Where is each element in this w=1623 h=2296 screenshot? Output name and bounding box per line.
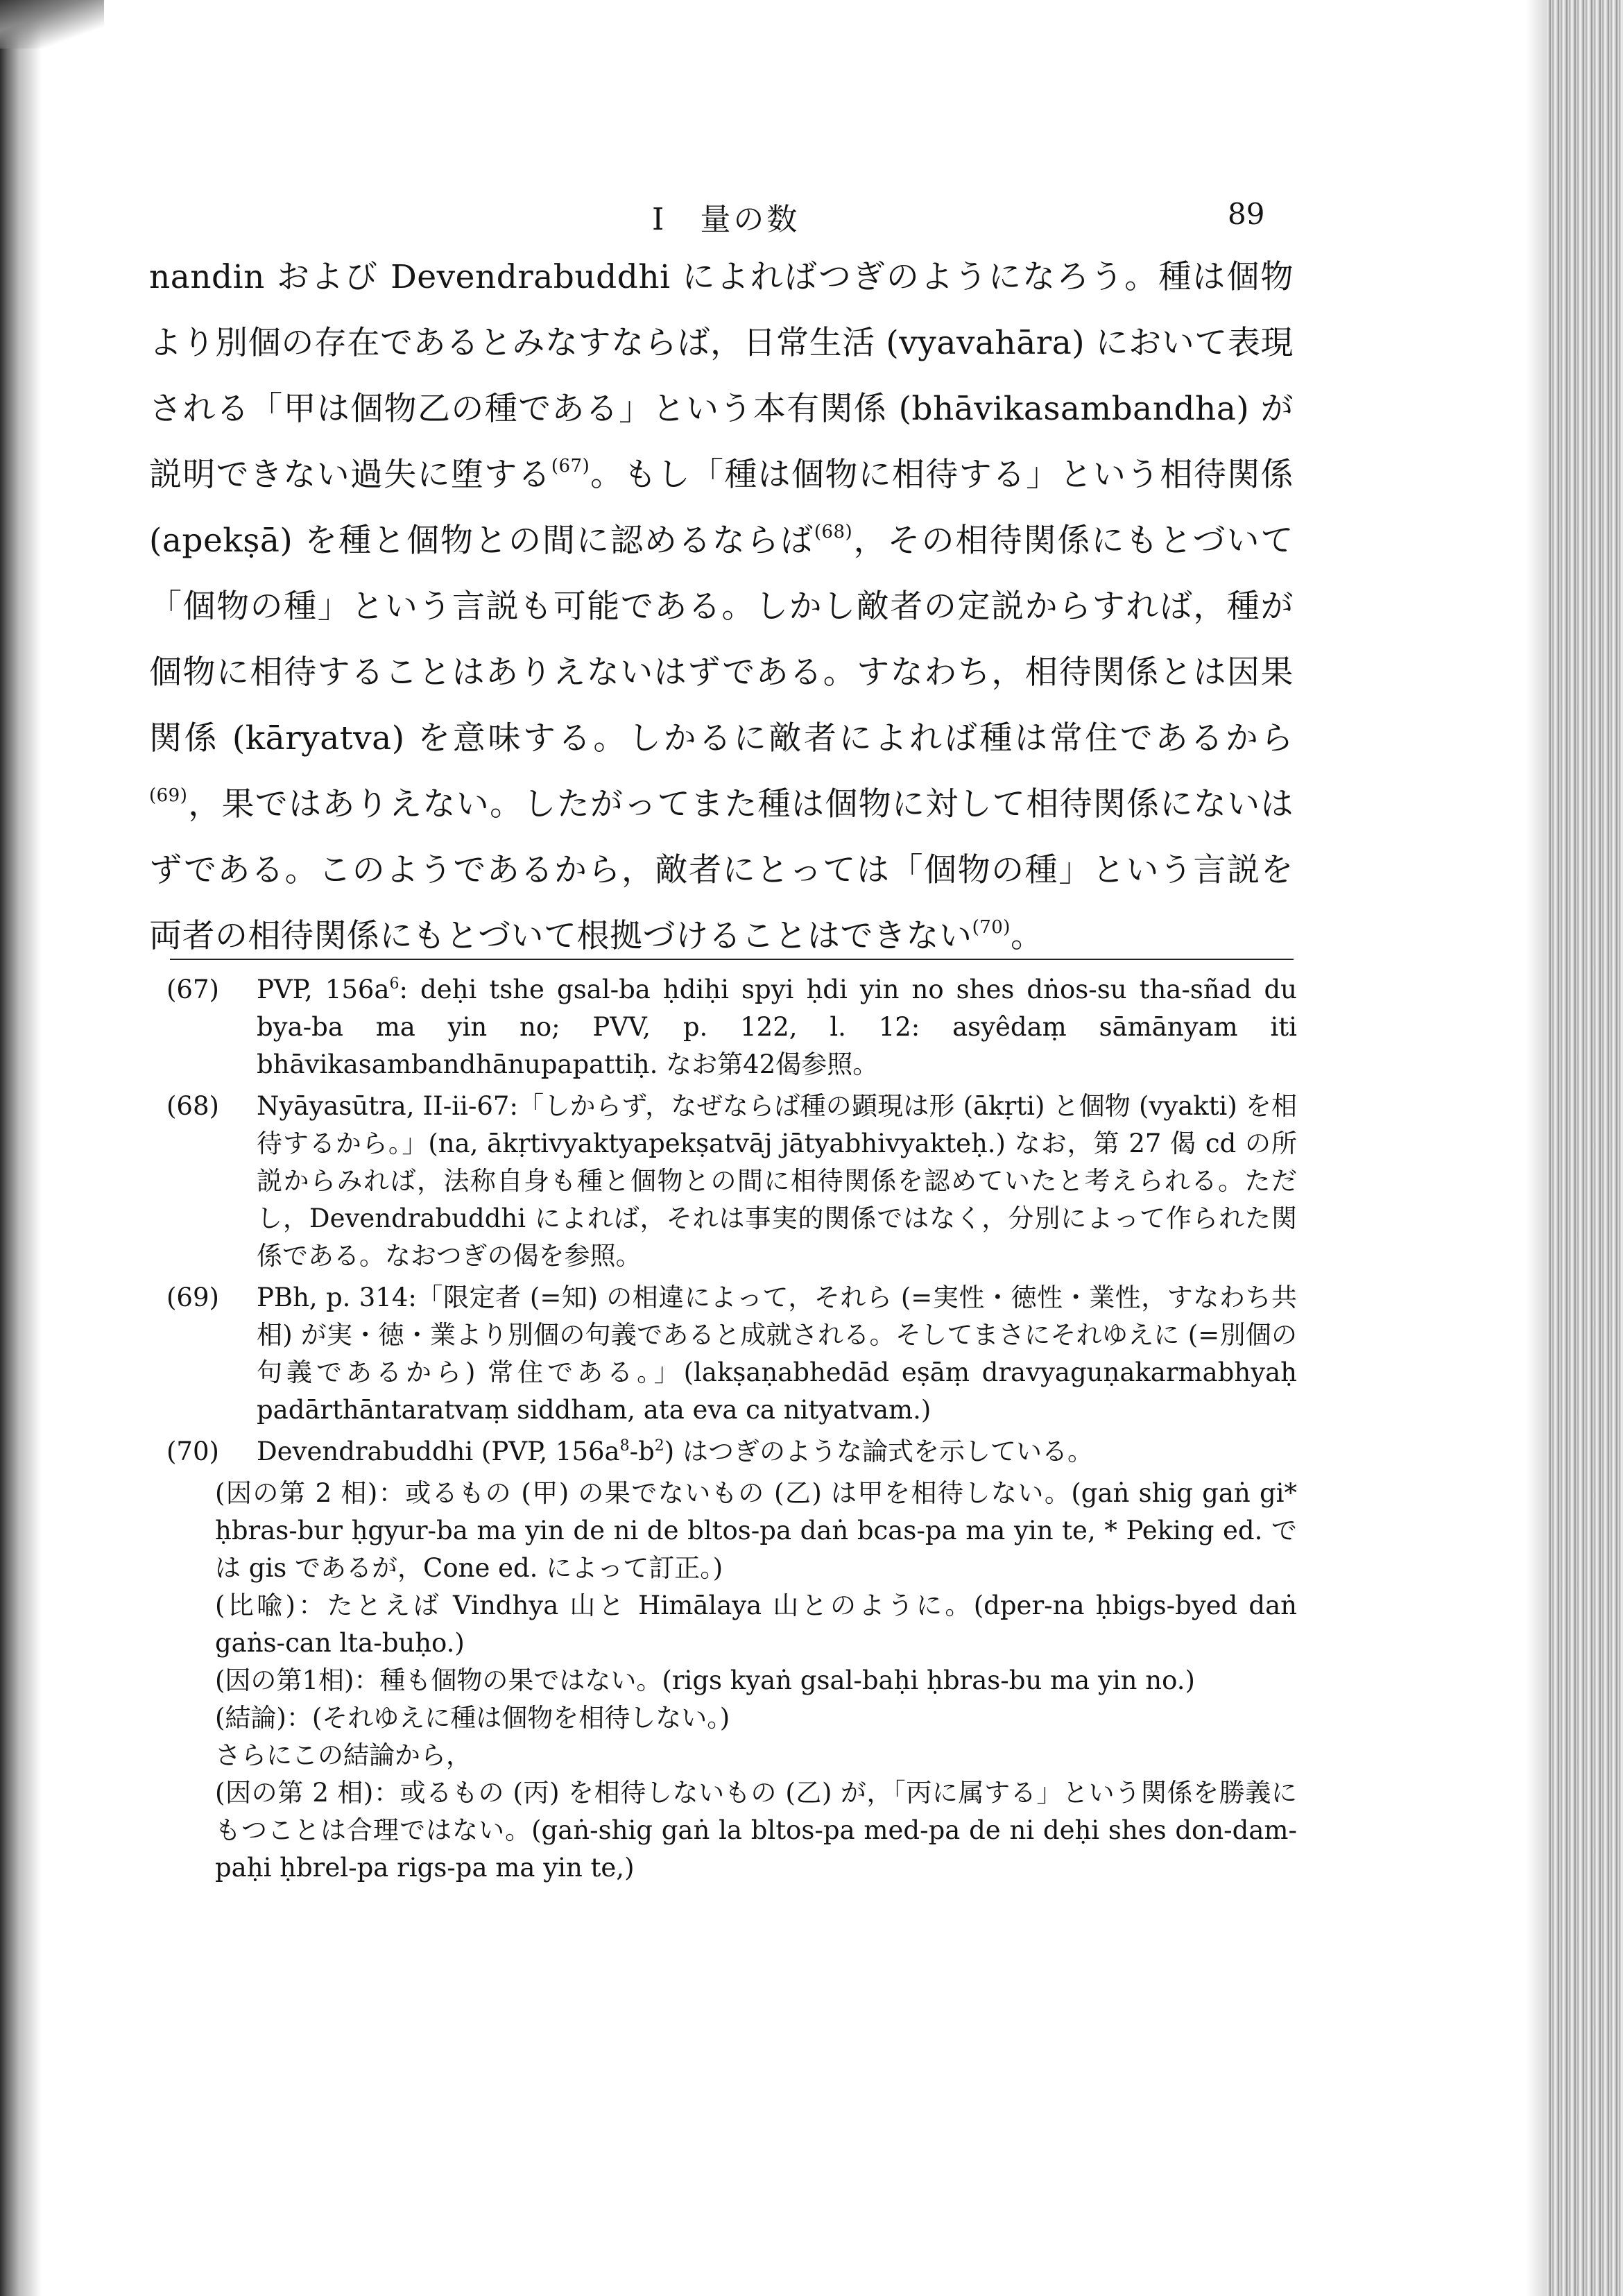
footnote-68	[166, 1088, 1297, 1275]
syllogism-step: (因の第1相)：種も個物の果ではない。(rigs kyaṅ gsal-baḥi ḥbras-bu ma yin no.)	[215, 1665, 1195, 1695]
footnote-text: PBh, p. 314:「限定者 (=知) の相違によって，それら (=実性・徳性・業性，すなわち共相) が実・徳・業より別個の句義であると成就される。そしてまさにそれゆえに (=別個の句義であるから) 常住である。」(lakṣaṇabhedād eṣāṃ dravyaguṇakarmabhyaḥ padārthāntaratvaṃ siddham, ata eva ca nityatvam.)	[257, 1283, 1297, 1425]
main-text-segment: 。	[1010, 917, 1044, 955]
footnote-67	[166, 971, 1297, 1083]
footnote-text: Devendrabuddhi (PVP, 156a	[257, 1437, 620, 1466]
footnote-69	[166, 1279, 1297, 1429]
footnote-text: ) はつぎのような論式を示している。	[664, 1437, 1093, 1466]
footnote-ref-68[interactable]: (68)	[814, 522, 853, 542]
footnote-number: (68)	[166, 1091, 219, 1121]
running-head: I 量の数	[652, 202, 800, 237]
footnote-ref-70[interactable]: (70)	[972, 917, 1011, 938]
page-number: 89	[1228, 197, 1265, 231]
footnote-superscript: 8	[619, 1437, 630, 1455]
footnote-ref-69[interactable]: (69)	[149, 785, 188, 806]
main-text-segment: 。もし「種は個物に相待する」という相待関係 (apekṣā) を種と個物との間に認めるならば	[149, 456, 1294, 560]
main-text-segment: nandin および Devendrabuddhi によればつぎのようになろう。種は個物より別個の存在であるとみなすならば，日常生活 (vyavahāra) において表現される「甲は個物乙の種である」という本有関係 (bhāvikasambandha) が説明できない過失に堕する	[149, 258, 1294, 494]
footnote-text: : deḥi tshe gsal-ba ḥdiḥi spyi ḥdi yin no shes dṅos-su tha-sñad du bya-ba ma yin no; PVV, p. 122, l. 12: asyêdaṃ sāmānyam iti bhāvikasambandhānupapattiḥ. なお第42偈参照。	[257, 975, 1297, 1079]
footnote-divider	[170, 959, 1294, 960]
page-right-edge-stack	[1547, 0, 1623, 2296]
syllogism-step: (因の第 2 相)：或るもの (甲) の果でないもの (乙) は甲を相待しない。(gaṅ shig gaṅ gi* ḥbras-bur ḥgyur-ba ma yin de ni de bltos-pa daṅ bcas-pa ma yin te, * Peking ed. では gis であるが，Cone ed. によって訂正。)	[215, 1478, 1297, 1583]
main-text-segment: ，その相待関係にもとづいて「個物の種」という言説も可能である。しかし敵者の定説からすれば，種が個物に相待することはありえないはずである。すなわち，相待関係とは因果関係 (kāryatva) を意味する。しかるに敵者によれば種は常住であるから	[149, 522, 1294, 757]
page-corner-shadow	[0, 0, 104, 49]
footnote-number: (67)	[166, 975, 219, 1004]
footnotes	[166, 971, 1297, 1887]
syllogism-transition: さらにこの結論から，	[215, 1740, 472, 1770]
footnote-number: (69)	[166, 1283, 219, 1312]
footnote-number: (70)	[166, 1437, 219, 1466]
footnote-70	[166, 1433, 1297, 1471]
footnote-text: Nyāyasūtra, II-ii-67:「しからず，なぜならば種の顕現は形 (ākṛti) と個物 (vyakti) を相待するから。」(na, ākṛtivyaktyapekṣatvāj jātyabhivyakteḥ.) なお，第 27 偈 cd の所説からみれば，法称自身も種と個物との間に相待関係を認めていたと考えられる。ただし，Devendrabuddhi によれば，それは事実的関係ではなく，分別によって作られた関係である。なおつぎの偈を参照。	[257, 1091, 1297, 1271]
main-text-segment: ，果ではありえない。したがってまた種は個物に対して相待関係にないはずである。このようであるから，敵者にとっては「個物の種」という言説を両者の相待関係にもとづいて根拠づけることはできない	[149, 785, 1294, 955]
syllogism-step: (因の第 2 相)：或るもの (丙) を相待しないもの (乙) が，「丙に属する」という関係を勝義にもつことは合理ではない。(gaṅ-shig gaṅ la bltos-pa med-pa de ni deḥi shes don-dam-paḥi ḥbrel-pa rigs-pa ma yin te,)	[215, 1778, 1297, 1883]
footnote-text: PVP, 156a	[257, 975, 390, 1004]
syllogism-step: (結論)：(それゆえに種は個物を相待しない。)	[215, 1703, 730, 1733]
syllogism-step: (比喩)：たとえば Vindhya 山と Himālaya 山とのように。(dper-na ḥbigs-byed daṅ gaṅs-can lta-buḥo.)	[215, 1591, 1297, 1658]
page-left-edge-shadow	[0, 0, 42, 2296]
main-paragraph	[149, 244, 1294, 969]
footnote-superscript: 2	[654, 1437, 664, 1455]
footnote-text: -b	[629, 1437, 655, 1466]
main-body	[149, 244, 1294, 969]
footnote-superscript: 6	[389, 975, 400, 993]
footnote-ref-67[interactable]: (67)	[551, 456, 590, 477]
binding-shadow	[1526, 0, 1547, 2296]
